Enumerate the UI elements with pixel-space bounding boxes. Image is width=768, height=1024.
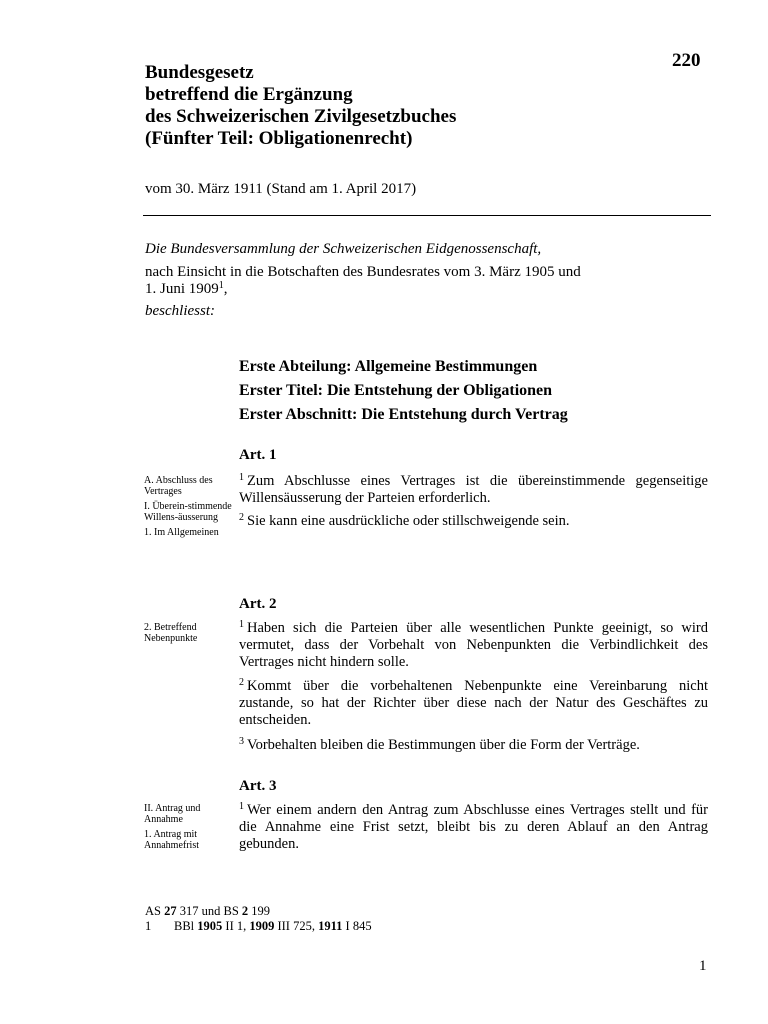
title-line: (Fünfter Teil: Obligationenrecht) [145,128,413,149]
margin-note: A. Abschluss des Vertrages [144,475,213,497]
paragraph-number: 1 [239,801,244,812]
paragraph-number: 1 [239,472,244,483]
article-label: Art. 3 [239,778,277,794]
paragraph-text: Wer einem andern den Antrag zum Abschlusse eines Vertrages stellt und für die Annahme eine Frist setzt, bleibt bis zu deren Ablauf an den Antrag gebunden. [239,802,708,852]
considering-end: , [223,281,228,297]
footnote: 1 BBl 1905 II 1, 1909 III 725, 1911 I 845 [145,919,372,933]
sr-number: 220 [672,50,701,71]
article-paragraph [239,737,708,754]
article-paragraph [239,802,708,853]
considering-line [145,281,710,298]
considering-text: 1. Juni 1909 [145,281,219,297]
paragraph-text: Haben sich die Parteien über alle wesentlichen Punkte geeinigt, so wird vermutet, dass der Vorbehalt von Nebenpunkten die Verbindlichkeit des Vertrages nicht hindern solle. [239,620,708,670]
footnote-ref[interactable]: 1 [218,280,224,291]
paragraph-number: 3 [239,736,244,747]
margin-note: 2. Betreffend Nebenpunkte [144,622,198,644]
section-heading: Erster Abschnitt: Die Entstehung durch Vertrag [239,406,568,423]
title-line: betreffend die Ergänzung [145,84,353,105]
paragraph-text: Zum Abschlusse eines Vertrages ist die übereinstimmende gegenseitige Willensäusserung der Parteien erforderlich. [239,473,708,506]
page-number: 1 [699,958,707,974]
footnote-number: 1 [145,919,152,933]
margin-notes [144,475,234,542]
preamble-considering [145,264,710,298]
article-paragraph [239,620,708,671]
paragraph-number: 2 [239,512,244,523]
margin-note: I. Überein-stimmende Willens-äusserung [144,501,232,523]
section-headings [239,355,568,427]
paragraph-text: Kommt über die vorbehaltenen Nebenpunkte eine Vereinbarung nicht zustande, so hat der Richter über diese nach der Natur des Geschäftes zu entscheiden. [239,678,708,728]
article-label: Art. 2 [239,596,277,612]
margin-notes [144,622,234,648]
preamble-resolves: beschliesst: [145,303,215,319]
margin-note: 1. Im Allgemeinen [144,527,219,538]
paragraph-number: 1 [239,619,244,630]
title-line: des Schweizerischen Zivilgesetzbuches [145,106,457,127]
source-note: AS 27 317 und BS 2 199 [145,904,271,918]
margin-note: 1. Antrag mit Annahmefrist [144,829,199,851]
paragraph-text: Sie kann eine ausdrückliche oder stillschweigende sein. [247,513,570,529]
margin-note: II. Antrag und Annahme [144,803,201,825]
preamble [145,241,710,320]
division-heading: Erste Abteilung: Allgemeine Bestimmungen [239,358,538,375]
considering-line: nach Einsicht in die Botschaften des Bundesrates vom 3. März 1905 und [145,264,581,280]
preamble-assembly: Die Bundesversammlung der Schweizerischen Eidgenossenschaft, [145,241,542,257]
paragraph-number: 2 [239,677,244,688]
law-title [145,62,665,150]
title-heading: Erster Titel: Die Entstehung der Obligationen [239,382,553,399]
paragraph-text: Vorbehalten bleiben die Bestimmungen über die Form der Verträge. [247,737,640,753]
title-divider [143,215,711,216]
article-paragraph [239,678,708,729]
article-paragraph [239,473,708,507]
margin-notes [144,803,234,855]
article-paragraph [239,513,708,530]
date-line: vom 30. März 1911 (Stand am 1. April 2017) [145,181,417,197]
title-line: Bundesgesetz [145,62,254,83]
article-label: Art. 1 [239,447,277,463]
